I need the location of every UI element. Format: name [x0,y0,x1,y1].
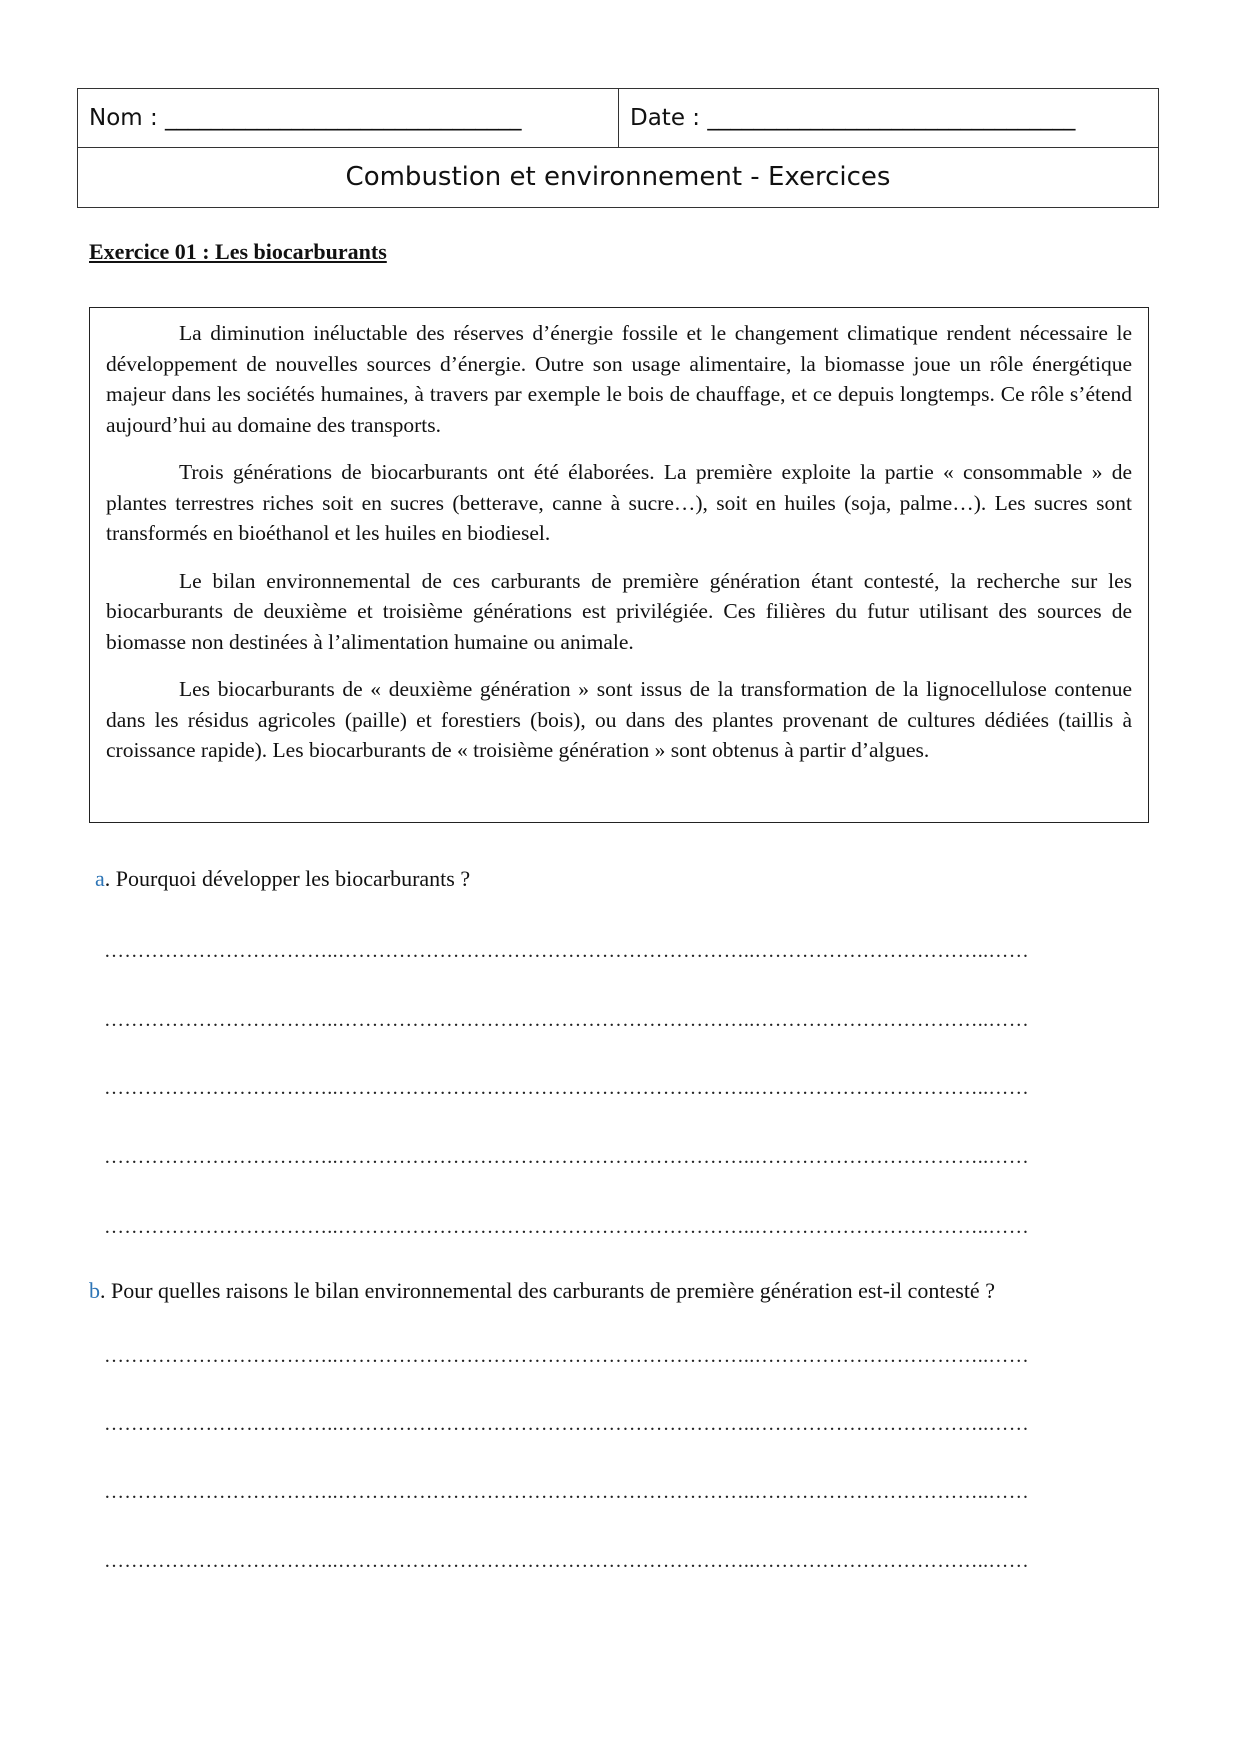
paragraph: Trois générations de biocarburants ont été élaborées. La première exploite la partie « consommable » de plantes terrestres riches soit en sucres (betterave, canne à sucre…), soit en huiles (soja, palme…). Les sucres sont transformés en bioéthanol et les huiles en biodiesel. [106,460,1132,545]
question-text: . Pour quelles raisons le bilan environnemental des carburants de première génération est-il contesté ? [100,1278,995,1303]
answer-line[interactable]: ……………………………..……………………………………………………..……………………………..…… [104,1009,1029,1031]
exercise-title: Exercice 01 : Les biocarburants [89,239,387,264]
header-row [78,89,1158,148]
answer-line[interactable]: ……………………………..……………………………………………………..……………………………..…… [104,1216,1029,1238]
answer-line[interactable]: ……………………………..……………………………………………………..……………………………..…… [104,1481,1029,1503]
name-field[interactable]: Nom : _______________________________ [78,89,619,148]
question-letter: a [95,866,105,891]
document-text-box [89,307,1149,823]
answer-line[interactable]: ……………………………..……………………………………………………..……………………………..…… [104,1550,1029,1572]
date-field[interactable]: Date : ________________________________ [630,105,1076,131]
question-a [95,866,470,892]
question-text: . Pourquoi développer les biocarburants ? [104,866,471,891]
worksheet-title: Combustion et environnement - Exercices [345,162,891,192]
answer-line[interactable]: ……………………………..……………………………………………………..……………………………..…… [104,1413,1029,1435]
answer-line[interactable]: ……………………………..……………………………………………………..……………………………..…… [104,1146,1029,1168]
question-b [89,1278,995,1304]
answer-line[interactable]: ……………………………..……………………………………………………..……………………………..…… [104,1077,1029,1099]
answer-line[interactable]: ……………………………..……………………………………………………..……………………………..…… [104,1345,1029,1367]
paragraph: Le bilan environnemental de ces carburants de première génération étant contesté, la recherche sur les biocarburants de deuxième et troisième générations est privilégiée. Ces filières du futur utilisant des sources de biomasse non destinées à l’alimentation humaine ou animale. [106,568,1132,654]
paragraph: La diminution inéluctable des réserves d’énergie fossile et le changement climatique rendent nécessaire le développement de nouvelles sources d’énergie. Outre son usage alimentaire, la biomasse joue un rôle énergétique majeur dans les sociétés humaines, à travers par exemple le bois de chauffage, et ce depuis longtemps. Ce rôle s’étend aujourd’hui au domaine des transports. [106,321,1132,437]
header-table [77,88,1159,208]
paragraph: Les biocarburants de « deuxième génération » sont issus de la transformation de la lignocellulose contenue dans les résidus agricoles (paille) et forestiers (bois), ou dans des plantes provenant de cultures dédiées (taillis à croissance rapide). Les biocarburants de « troisième génération » sont obtenus à partir d’algues. [106,677,1132,762]
answer-line[interactable]: ……………………………..……………………………………………………..……………………………..…… [104,940,1029,962]
question-letter: b [89,1278,100,1303]
